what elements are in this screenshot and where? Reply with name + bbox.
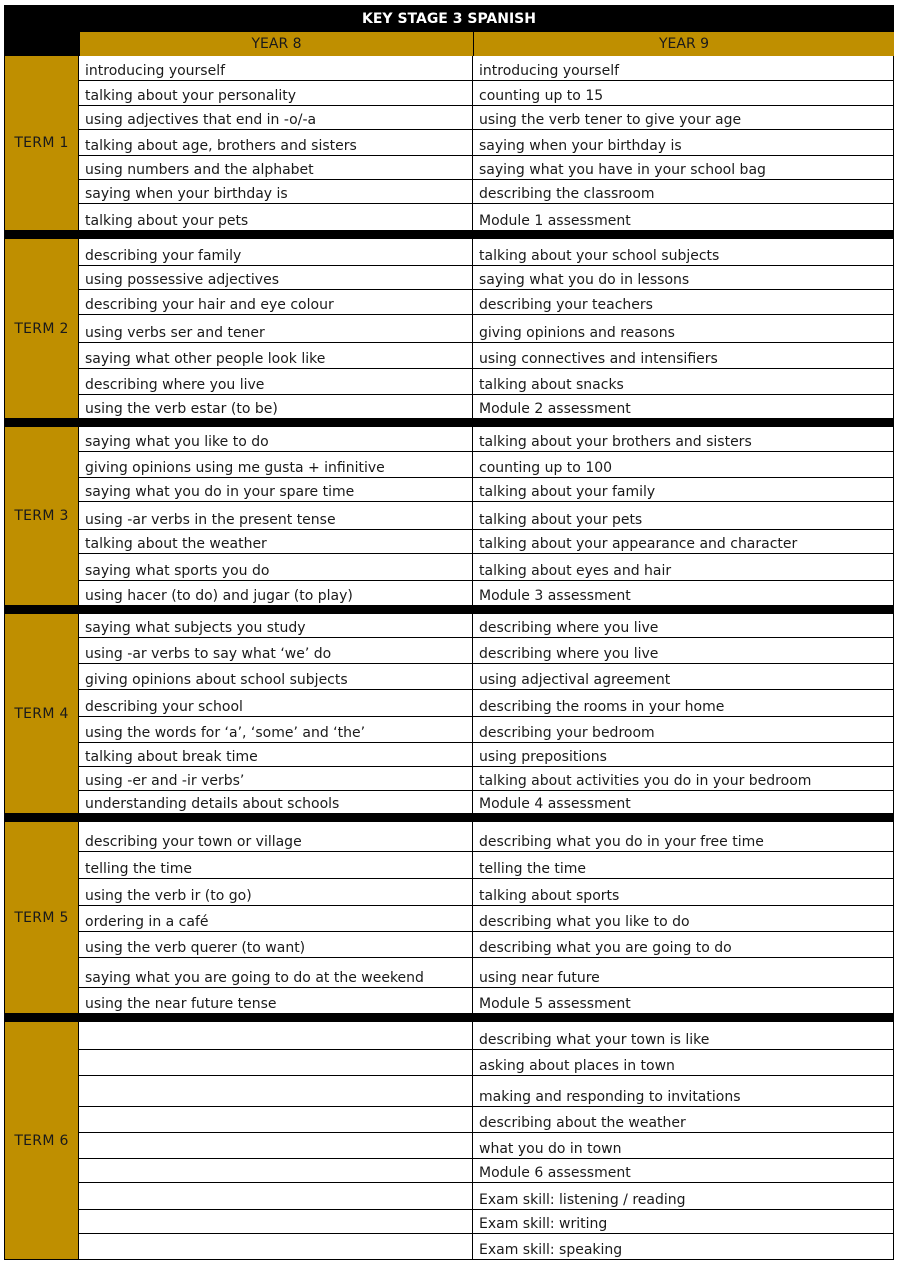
year8-topic-cell: using adjectives that end in -o/-a [78, 106, 472, 129]
table-row [78, 716, 893, 742]
table-row [78, 529, 893, 553]
term-block-1 [4, 56, 894, 231]
year9-topic-cell: Exam skill: writing [472, 1210, 893, 1233]
table-row [78, 179, 893, 203]
year8-topic-cell: using the words for ‘a’, ‘some’ and ‘the’ [78, 717, 472, 742]
year9-topic-cell: telling the time [472, 852, 893, 878]
year8-topic-cell [78, 1183, 472, 1209]
year9-topic-cell: describing your teachers [472, 290, 893, 314]
year9-topic-cell: saying what you have in your school bag [472, 156, 893, 179]
year9-topic-cell: Module 3 assessment [472, 581, 893, 605]
year9-topic-cell: Exam skill: listening / reading [472, 1183, 893, 1209]
year9-topic-cell: Module 1 assessment [472, 204, 893, 230]
term-block-4 [4, 614, 894, 814]
year9-topic-cell: asking about places in town [472, 1050, 893, 1075]
year8-topic-cell: saying what subjects you study [78, 614, 472, 637]
year8-topic-cell: using the verb querer (to want) [78, 932, 472, 957]
year9-topic-cell: Exam skill: speaking [472, 1234, 893, 1259]
term-label: TERM 2 [5, 239, 78, 418]
year8-topic-cell: using possessive adjectives [78, 266, 472, 289]
year8-topic-cell: giving opinions using me gusta + infinitive [78, 452, 472, 477]
year9-topic-cell: talking about your brothers and sisters [472, 427, 893, 451]
year8-topic-cell [78, 1107, 472, 1132]
year9-topic-cell: what you do in town [472, 1133, 893, 1158]
table-row [78, 1158, 893, 1182]
table-row [78, 878, 893, 905]
year8-topic-cell: saying what you are going to do at the weekend [78, 958, 472, 987]
table-row [78, 56, 893, 80]
year9-topic-cell: talking about activities you do in your bedroom [472, 767, 893, 790]
year8-topic-cell: describing your hair and eye colour [78, 290, 472, 314]
year8-topic-cell: talking about the weather [78, 530, 472, 553]
column-header-year9: YEAR 9 [473, 32, 894, 56]
table-row [78, 477, 893, 501]
year8-topic-cell: talking about your pets [78, 204, 472, 230]
year8-topic-cell: saying what other people look like [78, 343, 472, 368]
year8-topic-cell: using the verb ir (to go) [78, 879, 472, 905]
year8-topic-cell: introducing yourself [78, 56, 472, 80]
year8-topic-cell: ordering in a café [78, 906, 472, 931]
curriculum-table [4, 5, 894, 1260]
table-row [78, 501, 893, 529]
table-row [78, 790, 893, 813]
term-divider [4, 606, 894, 614]
table-row [78, 957, 893, 987]
year8-topic-cell [78, 1159, 472, 1182]
year9-topic-cell: Module 5 assessment [472, 988, 893, 1013]
table-row [78, 1075, 893, 1106]
year8-topic-cell: using the near future tense [78, 988, 472, 1013]
year9-topic-cell: making and responding to invitations [472, 1076, 893, 1106]
year9-topic-cell: saying when your birthday is [472, 130, 893, 155]
terms-container [4, 56, 894, 1260]
year9-topic-cell: using the verb tener to give your age [472, 106, 893, 129]
table-row [78, 614, 893, 637]
table-row [78, 427, 893, 451]
table-row [78, 314, 893, 342]
year9-topic-cell: talking about sports [472, 879, 893, 905]
table-row [78, 1132, 893, 1158]
year9-topic-cell: using adjectival agreement [472, 664, 893, 689]
year8-topic-cell: understanding details about schools [78, 791, 472, 813]
year9-topic-cell: using connectives and intensifiers [472, 343, 893, 368]
year8-topic-cell: describing your family [78, 239, 472, 265]
year9-topic-cell: describing what you like to do [472, 906, 893, 931]
year9-topic-cell: using prepositions [472, 743, 893, 766]
term-label: TERM 1 [5, 56, 78, 230]
table-row [78, 553, 893, 580]
year8-topic-cell: saying what you like to do [78, 427, 472, 451]
year8-topic-cell: using -er and -ir verbs’ [78, 767, 472, 790]
table-row [78, 1022, 893, 1049]
table-row [78, 265, 893, 289]
table-row [78, 394, 893, 418]
term-rows [78, 56, 893, 230]
year8-topic-cell [78, 1022, 472, 1049]
year8-topic-cell: describing where you live [78, 369, 472, 394]
column-header-row [4, 32, 894, 56]
year8-topic-cell: describing your school [78, 690, 472, 716]
year9-topic-cell: describing your bedroom [472, 717, 893, 742]
year9-topic-cell: describing where you live [472, 638, 893, 663]
term-rows [78, 614, 893, 813]
year9-topic-cell: counting up to 100 [472, 452, 893, 477]
table-row [78, 637, 893, 663]
year8-topic-cell: giving opinions about school subjects [78, 664, 472, 689]
year8-topic-cell [78, 1076, 472, 1106]
year9-topic-cell: talking about eyes and hair [472, 554, 893, 580]
term-divider [4, 814, 894, 822]
table-row [78, 1182, 893, 1209]
table-row [78, 905, 893, 931]
term-block-3 [4, 427, 894, 606]
column-header-year8: YEAR 8 [79, 32, 473, 56]
table-row [78, 689, 893, 716]
table-row [78, 368, 893, 394]
year9-topic-cell: Module 4 assessment [472, 791, 893, 813]
table-row [78, 80, 893, 105]
year9-topic-cell: describing the classroom [472, 180, 893, 203]
year9-topic-cell: talking about your school subjects [472, 239, 893, 265]
year9-topic-cell: describing what your town is like [472, 1022, 893, 1049]
table-row [78, 342, 893, 368]
year8-topic-cell [78, 1050, 472, 1075]
term-rows [78, 822, 893, 1013]
year8-topic-cell [78, 1234, 472, 1259]
table-row [78, 987, 893, 1013]
term-block-6 [4, 1022, 894, 1260]
year8-topic-cell: talking about your personality [78, 81, 472, 105]
year8-topic-cell: using hacer (to do) and jugar (to play) [78, 581, 472, 605]
term-rows [78, 239, 893, 418]
year9-topic-cell: introducing yourself [472, 56, 893, 80]
year9-topic-cell: describing what you are going to do [472, 932, 893, 957]
term-block-2 [4, 239, 894, 419]
table-row [78, 1209, 893, 1233]
table-row [78, 105, 893, 129]
term-block-5 [4, 822, 894, 1014]
table-row [78, 931, 893, 957]
table-row [78, 451, 893, 477]
table-row [78, 289, 893, 314]
table-title: KEY STAGE 3 SPANISH [4, 5, 894, 32]
term-rows [78, 1022, 893, 1259]
table-row [78, 663, 893, 689]
year9-topic-cell: describing what you do in your free time [472, 822, 893, 851]
table-row [78, 1233, 893, 1259]
year9-topic-cell: saying what you do in lessons [472, 266, 893, 289]
year8-topic-cell [78, 1133, 472, 1158]
year9-topic-cell: talking about your appearance and character [472, 530, 893, 553]
year8-topic-cell [78, 1210, 472, 1233]
table-row [78, 766, 893, 790]
year8-topic-cell: saying what you do in your spare time [78, 478, 472, 501]
year9-topic-cell: talking about snacks [472, 369, 893, 394]
term-divider [4, 1014, 894, 1022]
year8-topic-cell: saying what sports you do [78, 554, 472, 580]
year8-topic-cell: talking about age, brothers and sisters [78, 130, 472, 155]
term-divider [4, 231, 894, 239]
term-divider [4, 419, 894, 427]
table-row [78, 155, 893, 179]
table-row [78, 580, 893, 605]
table-row [78, 239, 893, 265]
term-label: TERM 5 [5, 822, 78, 1013]
term-rows [78, 427, 893, 605]
term-label: TERM 3 [5, 427, 78, 605]
year9-topic-cell: using near future [472, 958, 893, 987]
table-row [78, 742, 893, 766]
year9-topic-cell: describing where you live [472, 614, 893, 637]
year8-topic-cell: using -ar verbs in the present tense [78, 502, 472, 529]
table-row [78, 129, 893, 155]
year8-topic-cell: talking about break time [78, 743, 472, 766]
year9-topic-cell: Module 2 assessment [472, 395, 893, 418]
year8-topic-cell: using the verb estar (to be) [78, 395, 472, 418]
term-label: TERM 4 [5, 614, 78, 813]
year9-topic-cell: counting up to 15 [472, 81, 893, 105]
year9-topic-cell: Module 6 assessment [472, 1159, 893, 1182]
year8-topic-cell: using numbers and the alphabet [78, 156, 472, 179]
table-row [78, 1049, 893, 1075]
year9-topic-cell: talking about your family [472, 478, 893, 501]
table-row [78, 822, 893, 851]
year9-topic-cell: giving opinions and reasons [472, 315, 893, 342]
table-row [78, 1106, 893, 1132]
year8-topic-cell: using verbs ser and tener [78, 315, 472, 342]
year9-topic-cell: describing about the weather [472, 1107, 893, 1132]
year9-topic-cell: talking about your pets [472, 502, 893, 529]
year8-topic-cell: describing your town or village [78, 822, 472, 851]
year9-topic-cell: describing the rooms in your home [472, 690, 893, 716]
year8-topic-cell: telling the time [78, 852, 472, 878]
table-row [78, 203, 893, 230]
header-corner [4, 32, 79, 56]
year8-topic-cell: saying when your birthday is [78, 180, 472, 203]
term-label: TERM 6 [5, 1022, 78, 1259]
year8-topic-cell: using -ar verbs to say what ‘we’ do [78, 638, 472, 663]
table-row [78, 851, 893, 878]
